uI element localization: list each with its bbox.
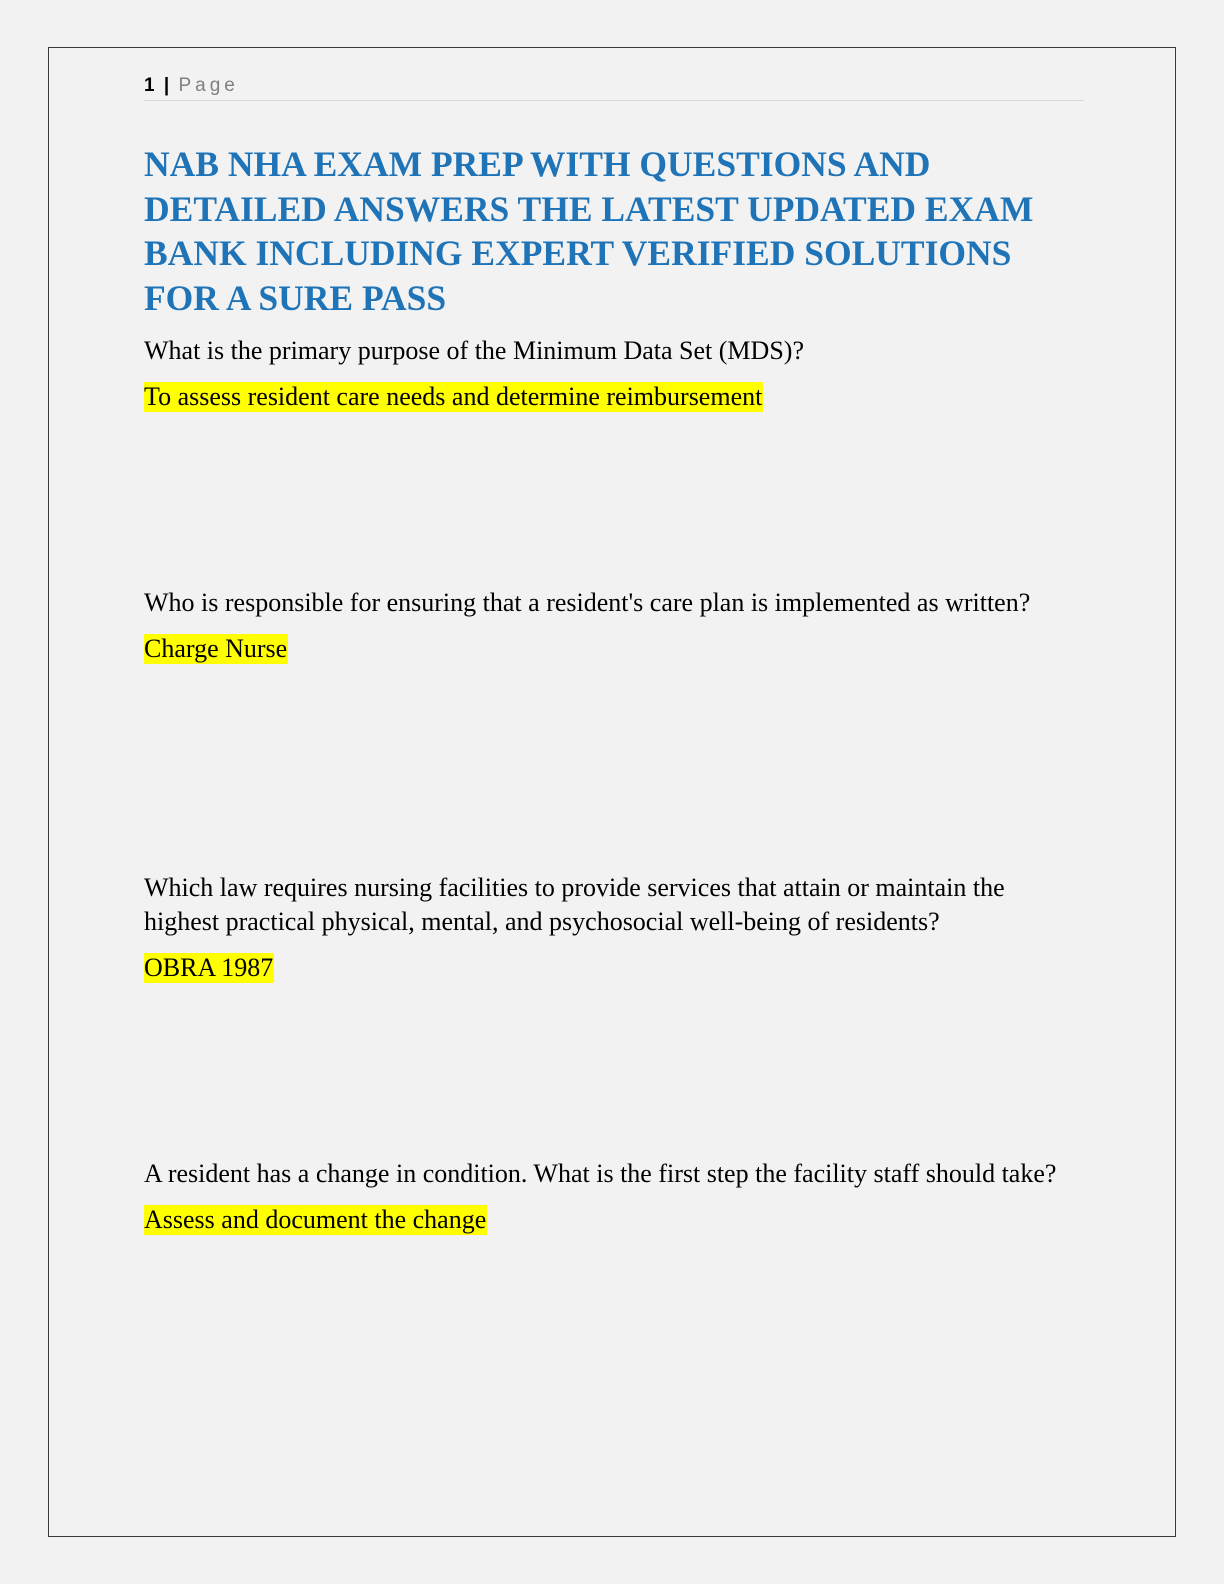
qa-item — [144, 1157, 1084, 1235]
qa-item — [144, 871, 1084, 983]
qa-item — [144, 586, 1084, 664]
qa-item — [144, 334, 1084, 412]
question-text: A resident has a change in condition. What is the first step the facility staff should take? — [144, 1159, 1057, 1188]
question-text: Which law requires nursing facilities to provide services that attain or maintain the highest practical physical, mental, and psychosocial well-being of residents? — [144, 873, 1005, 936]
highlighted-answer: To assess resident care needs and determine reimbursement — [144, 382, 763, 411]
question-text: Who is responsible for ensuring that a resident's care plan is implemented as written? — [144, 588, 1031, 617]
document-title: NAB NHA EXAM PREP WITH QUESTIONS AND DETAILED ANSWERS THE LATEST UPDATED EXAM BANK INCLUDING EXPERT VERIFIED SOLUTIONS FOR A SURE PASS — [144, 144, 1034, 318]
highlighted-answer: Assess and document the change — [144, 1205, 487, 1234]
page-header — [144, 72, 1084, 101]
question-text: What is the primary purpose of the Minimum Data Set (MDS)? — [144, 336, 804, 365]
page-number: 1 — [144, 75, 155, 96]
highlighted-answer: OBRA 1987 — [144, 953, 274, 982]
page-label: Page — [178, 75, 239, 96]
highlighted-answer: Charge Nurse — [144, 634, 288, 663]
page-header-separator: | — [163, 75, 170, 96]
